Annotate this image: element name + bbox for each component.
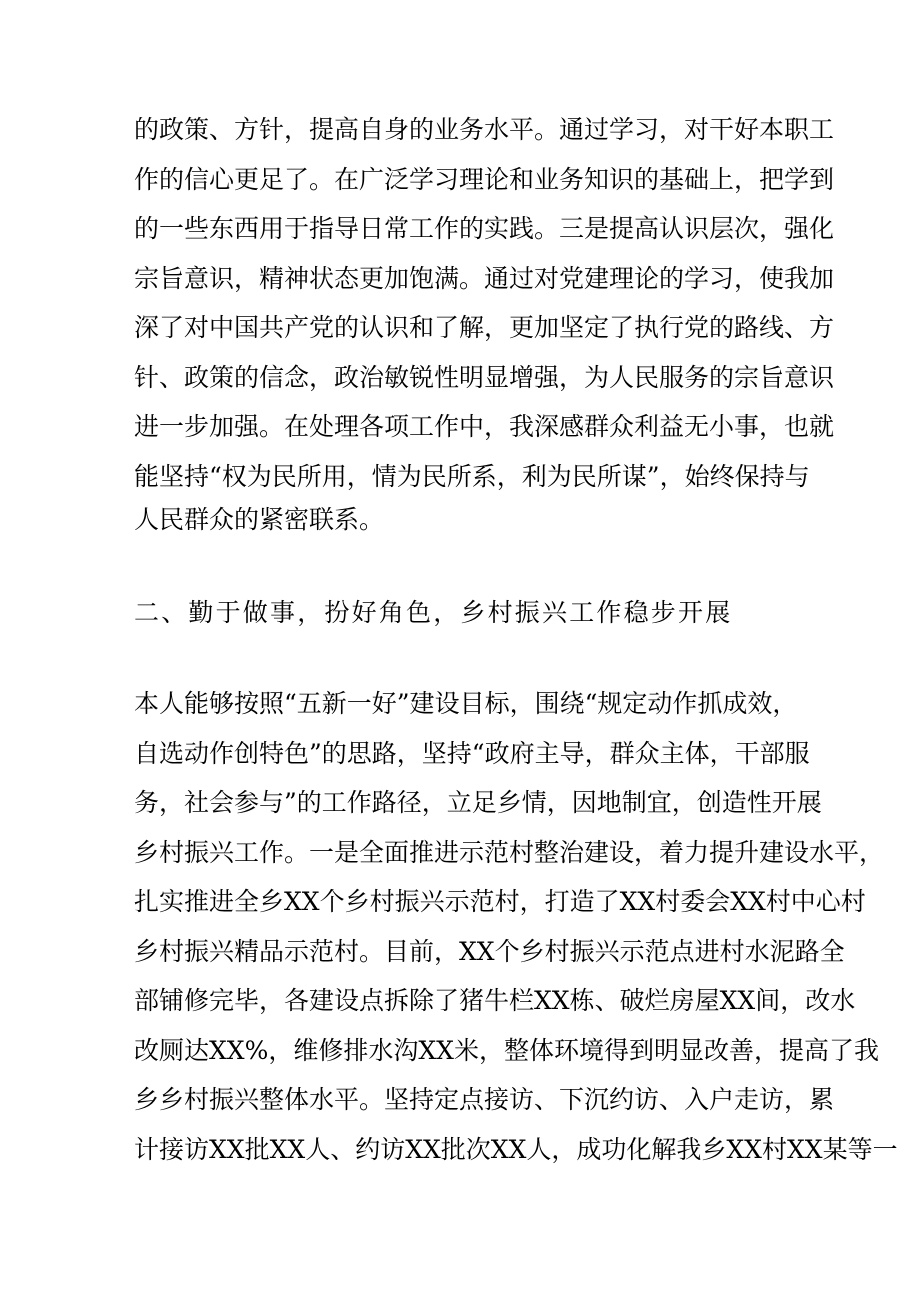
paragraph-line: 乡村振兴工作。一是全面推进示范村整治建设，着力提升建设水平， (134, 838, 885, 867)
paragraph-line: 人民群众的紧密联系。 (134, 505, 385, 534)
paragraph-line: 进一步加强。在处理各项工作中，我深感群众利益无小事，也就 (134, 412, 835, 441)
paragraph-line: 务，社会参与”的工作路径，立足乡情，因地制宜，创造性开展 (134, 788, 822, 817)
paragraph-line: 乡村振兴精品示范村。目前，XX个乡村振兴示范点进村水泥路全 (134, 937, 845, 966)
paragraph-line: 的一些东西用于指导日常工作的实践。三是提高认识层次，强化 (134, 214, 835, 243)
paragraph-line: 深了对中国共产党的认识和了解，更加坚定了执行党的路线、方 (134, 313, 835, 342)
paragraph-line: 计接访XX批XX人、约访XX批次XX人，成功化解我乡XX村XX某等一 (134, 1135, 898, 1164)
paragraph-line: 宗旨意识，精神状态更加饱满。通过对党建理论的学习，使我加 (134, 264, 835, 293)
paragraph-line: 针、政策的信念，政治敏锐性明显增强，为人民服务的宗旨意识 (134, 363, 835, 392)
paragraph-line: 能坚持“权为民所用，情为民所系，利为民所谋”，始终保持与 (134, 462, 810, 491)
paragraph-line: 改厕达XX%，维修排水沟XX米，整体环境得到明显改善，提高了我 (134, 1036, 879, 1065)
paragraph-line: 乡乡村振兴整体水平。坚持定点接访、下沉约访、入户走访，累 (134, 1085, 835, 1114)
section-heading: 二、勤于做事，扮好角色，乡村振兴工作稳步开展 (134, 598, 733, 627)
paragraph-line: 本人能够按照“五新一好”建设目标，围绕“规定动作抓成效， (134, 689, 798, 718)
paragraph-line: 部铺修完毕，各建设点拆除了猪牛栏XX栋、破烂房屋XX间，改水 (134, 986, 856, 1015)
paragraph-line: 作的信心更足了。在广泛学习理论和业务知识的基础上，把学到 (134, 165, 835, 194)
paragraph-line: 的政策、方针，提高自身的业务水平。通过学习，对干好本职工 (134, 115, 835, 144)
paragraph-line: 扎实推进全乡XX个乡村振兴示范村，打造了XX村委会XX村中心村 (134, 887, 866, 916)
paragraph-line: 自选动作创特色”的思路，坚持“政府主导，群众主体，干部服 (134, 739, 810, 768)
